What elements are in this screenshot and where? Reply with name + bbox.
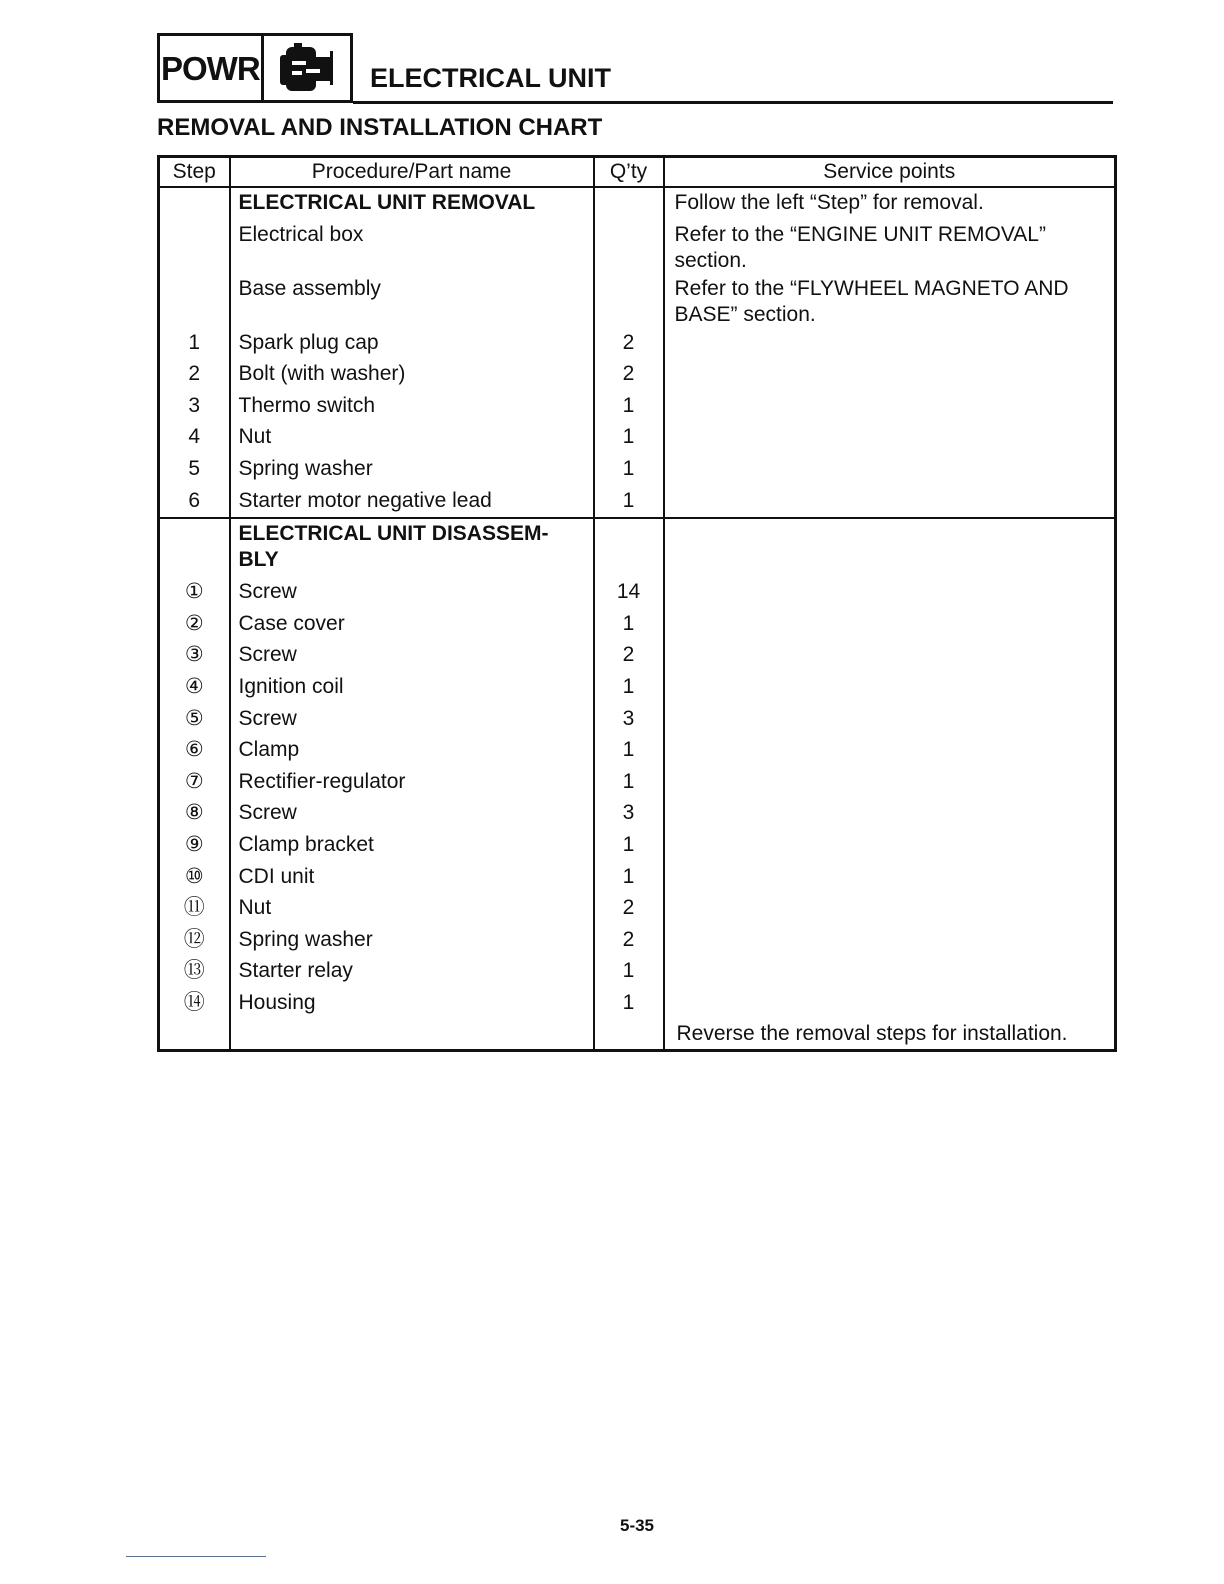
page-number: 5-35 — [619, 1516, 655, 1535]
disassembly-heading: ELECTRICAL UNIT DISASSEM-BLY — [230, 518, 594, 577]
table-row — [159, 988, 1116, 1020]
col-header-qty: Q’ty — [594, 157, 664, 188]
table-row — [159, 220, 1116, 274]
table-row — [159, 391, 1116, 423]
part-name: Thermo switch — [230, 391, 594, 423]
removal-heading: ELECTRICAL UNIT REMOVAL — [230, 187, 594, 220]
col-header-service-points: Service points — [664, 157, 1116, 188]
table-row — [159, 274, 1116, 328]
section-tag-label: POWR — [160, 36, 264, 100]
table-row — [159, 956, 1116, 988]
table-row — [159, 609, 1116, 641]
step-number: ⑦ — [159, 767, 230, 799]
table-row — [159, 767, 1116, 799]
part-name: Base assembly — [230, 274, 594, 328]
part-name: Screw — [230, 640, 594, 672]
table-row — [159, 454, 1116, 486]
step-number: 4 — [159, 422, 230, 454]
step-number: ② — [159, 609, 230, 641]
step-number: ⑪ — [159, 893, 230, 925]
quantity: 3 — [594, 798, 664, 830]
table-row — [159, 704, 1116, 736]
part-name: Spring washer — [230, 454, 594, 486]
step-number: ⑥ — [159, 735, 230, 767]
table-row — [159, 672, 1116, 704]
installation-note: Reverse the removal steps for installation. — [664, 1019, 1116, 1051]
section-title: ELECTRICAL UNIT — [370, 63, 611, 93]
part-name: CDI unit — [230, 862, 594, 894]
step-number: 1 — [159, 328, 230, 360]
step-number: ⑨ — [159, 830, 230, 862]
part-name: Nut — [230, 422, 594, 454]
part-name: Bolt (with washer) — [230, 359, 594, 391]
part-name: Spark plug cap — [230, 328, 594, 360]
service-note: Refer to the “ENGINE UNIT REMOVAL” section. — [664, 220, 1116, 274]
quantity: 2 — [594, 328, 664, 360]
step-number: ⑬ — [159, 956, 230, 988]
quantity: 1 — [594, 609, 664, 641]
quantity: 1 — [594, 862, 664, 894]
part-name: Screw — [230, 798, 594, 830]
step-number: 6 — [159, 486, 230, 519]
step-number: ⑤ — [159, 704, 230, 736]
part-name: Screw — [230, 577, 594, 609]
part-name: Starter motor negative lead — [230, 486, 594, 519]
part-name: Clamp bracket — [230, 830, 594, 862]
table-row — [159, 798, 1116, 830]
step-number: ⑫ — [159, 925, 230, 957]
quantity: 1 — [594, 830, 664, 862]
quantity: 1 — [594, 767, 664, 799]
table-row — [159, 422, 1116, 454]
step-number: ④ — [159, 672, 230, 704]
service-note: Follow the left “Step” for removal. — [664, 187, 1116, 220]
table-row — [159, 830, 1116, 862]
part-name: Screw — [230, 704, 594, 736]
step-number: ⑩ — [159, 862, 230, 894]
step-number: ⑭ — [159, 988, 230, 1020]
part-name: Rectifier-regulator — [230, 767, 594, 799]
quantity: 14 — [594, 577, 664, 609]
table-row — [159, 187, 1116, 220]
quantity: 1 — [594, 422, 664, 454]
table-row — [159, 359, 1116, 391]
quantity: 2 — [594, 893, 664, 925]
page-header — [157, 33, 1113, 105]
engine-unit-icon — [264, 36, 350, 100]
col-header-procedure: Procedure/Part name — [230, 157, 594, 188]
table-row — [159, 1019, 1116, 1051]
table-row — [159, 640, 1116, 672]
table-row — [159, 925, 1116, 957]
table-row — [159, 577, 1116, 609]
col-header-step: Step — [159, 157, 230, 188]
part-name: Ignition coil — [230, 672, 594, 704]
quantity: 3 — [594, 704, 664, 736]
quantity: 1 — [594, 988, 664, 1020]
step-number: 5 — [159, 454, 230, 486]
part-name: Nut — [230, 893, 594, 925]
quantity: 1 — [594, 672, 664, 704]
service-note: Refer to the “FLYWHEEL MAGNETO AND BASE” section. — [664, 274, 1116, 328]
table-row — [159, 486, 1116, 519]
part-name: Case cover — [230, 609, 594, 641]
table-row — [159, 735, 1116, 767]
step-number: ③ — [159, 640, 230, 672]
quantity: 1 — [594, 391, 664, 423]
step-number: 2 — [159, 359, 230, 391]
footer-line — [126, 1556, 266, 1557]
quantity: 2 — [594, 640, 664, 672]
header-rule — [353, 101, 1113, 104]
table-header-row — [159, 157, 1116, 188]
table-row — [159, 518, 1116, 577]
part-name: Starter relay — [230, 956, 594, 988]
table-row — [159, 328, 1116, 360]
step-number: 3 — [159, 391, 230, 423]
step-number: ① — [159, 577, 230, 609]
quantity: 2 — [594, 925, 664, 957]
chart-title: REMOVAL AND INSTALLATION CHART — [157, 114, 603, 141]
quantity: 1 — [594, 735, 664, 767]
part-name: Spring washer — [230, 925, 594, 957]
part-name: Electrical box — [230, 220, 594, 274]
step-number: ⑧ — [159, 798, 230, 830]
quantity: 1 — [594, 956, 664, 988]
table-row — [159, 862, 1116, 894]
table-row — [159, 893, 1116, 925]
quantity: 1 — [594, 454, 664, 486]
part-name: Housing — [230, 988, 594, 1020]
removal-installation-chart — [157, 155, 1117, 1052]
part-name: Clamp — [230, 735, 594, 767]
section-tag — [157, 33, 353, 103]
quantity: 1 — [594, 486, 664, 519]
quantity: 2 — [594, 359, 664, 391]
